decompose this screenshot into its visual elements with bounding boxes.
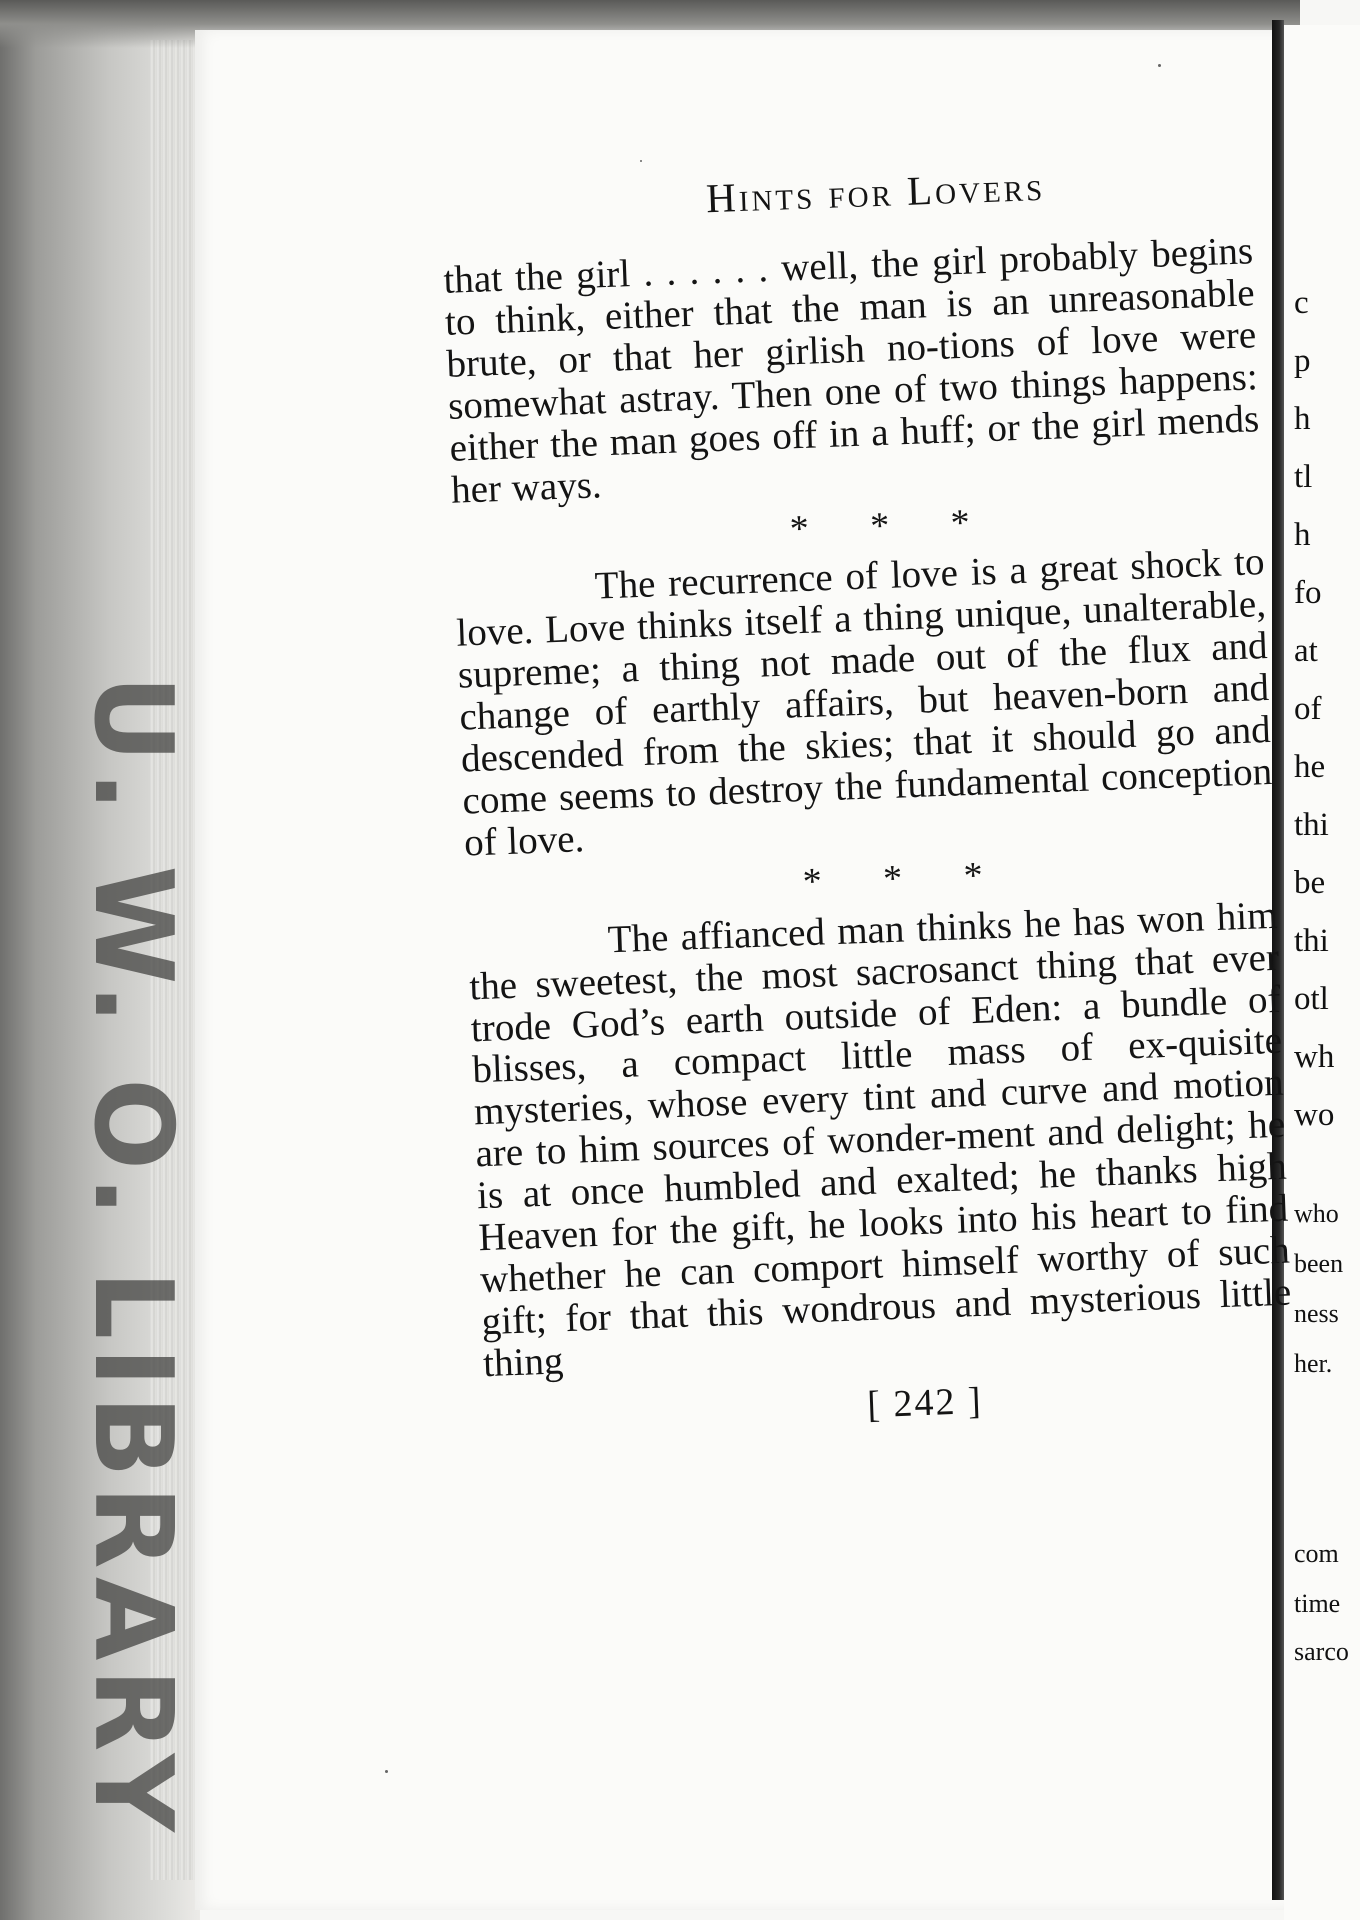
- facing-fragment: ness: [1294, 1299, 1339, 1328]
- facing-fragment: h: [1294, 401, 1311, 437]
- facing-fragment: be: [1294, 865, 1326, 901]
- facing-fragment: com: [1294, 1539, 1339, 1568]
- facing-fragment: fo: [1294, 575, 1322, 611]
- running-head: Hints for Lovers: [705, 162, 1046, 222]
- paragraph-1: that the girl . . . . . . well, the girl probably begins to think, either that the man is an unreasonable brute, or that her girlish no-tions of love were somewhat astray. Then one of two things happens: either the man goes off in a huff; or the girl mends her ways.: [442, 229, 1260, 512]
- facing-fragment: otl: [1294, 981, 1329, 1017]
- facing-fragment: who: [1294, 1199, 1339, 1228]
- paper-speck: [640, 160, 642, 162]
- page-text-block: [440, 155, 1296, 1440]
- facing-fragment: time: [1294, 1589, 1341, 1618]
- facing-page: [1284, 25, 1360, 1920]
- facing-fragment: wo: [1294, 1097, 1335, 1133]
- facing-fragment: tl: [1294, 459, 1313, 495]
- facing-fragment: h: [1294, 517, 1311, 553]
- facing-fragment: he: [1294, 749, 1326, 785]
- facing-fragment: wh: [1294, 1039, 1335, 1075]
- section-separator: * * *: [789, 500, 997, 551]
- paper-speck: [1158, 64, 1161, 67]
- facing-fragment: been: [1294, 1249, 1344, 1278]
- facing-fragment: c: [1294, 285, 1309, 321]
- paragraph-3: The affianced man thinks he has won him the sweetest, the most sacrosanct thing that ever trode God’s earth outside of Eden: a bundle of blisses, a compact little mass of ex-quisite mysteries, whose every tint and curve and motion are to him sources of wonder-ment and delight; he is at once humbled and exalted; he thanks high Heaven for the gift, he looks into his heart to find whether he can comport himself worthy of such gift; for that this wondrous and mysterious little thing: [468, 893, 1292, 1386]
- facing-fragment: of: [1294, 691, 1322, 727]
- facing-fragment: thi: [1294, 923, 1329, 959]
- facing-fragment: thi: [1294, 807, 1329, 843]
- paper-speck: [385, 1770, 388, 1773]
- page-number: [ 242 ]: [866, 1379, 984, 1427]
- facing-fragment: sarco: [1294, 1637, 1349, 1666]
- facing-fragment: p: [1294, 343, 1311, 379]
- paragraph-2: The recurrence of love is a great shock to love. Love thinks itself a thing unique, unalterable, supreme; a thing not made out of the flux and change of earthly affairs, but heaven-born and descended from the skies; that it should go and come seems to destroy the fundamental conception of love.: [455, 540, 1273, 865]
- facing-fragment: at: [1294, 633, 1318, 669]
- section-separator: * * *: [802, 853, 1010, 904]
- facing-fragment: her.: [1294, 1349, 1333, 1378]
- library-edge-stamp: U. W. O. LIBRARY: [70, 675, 195, 1840]
